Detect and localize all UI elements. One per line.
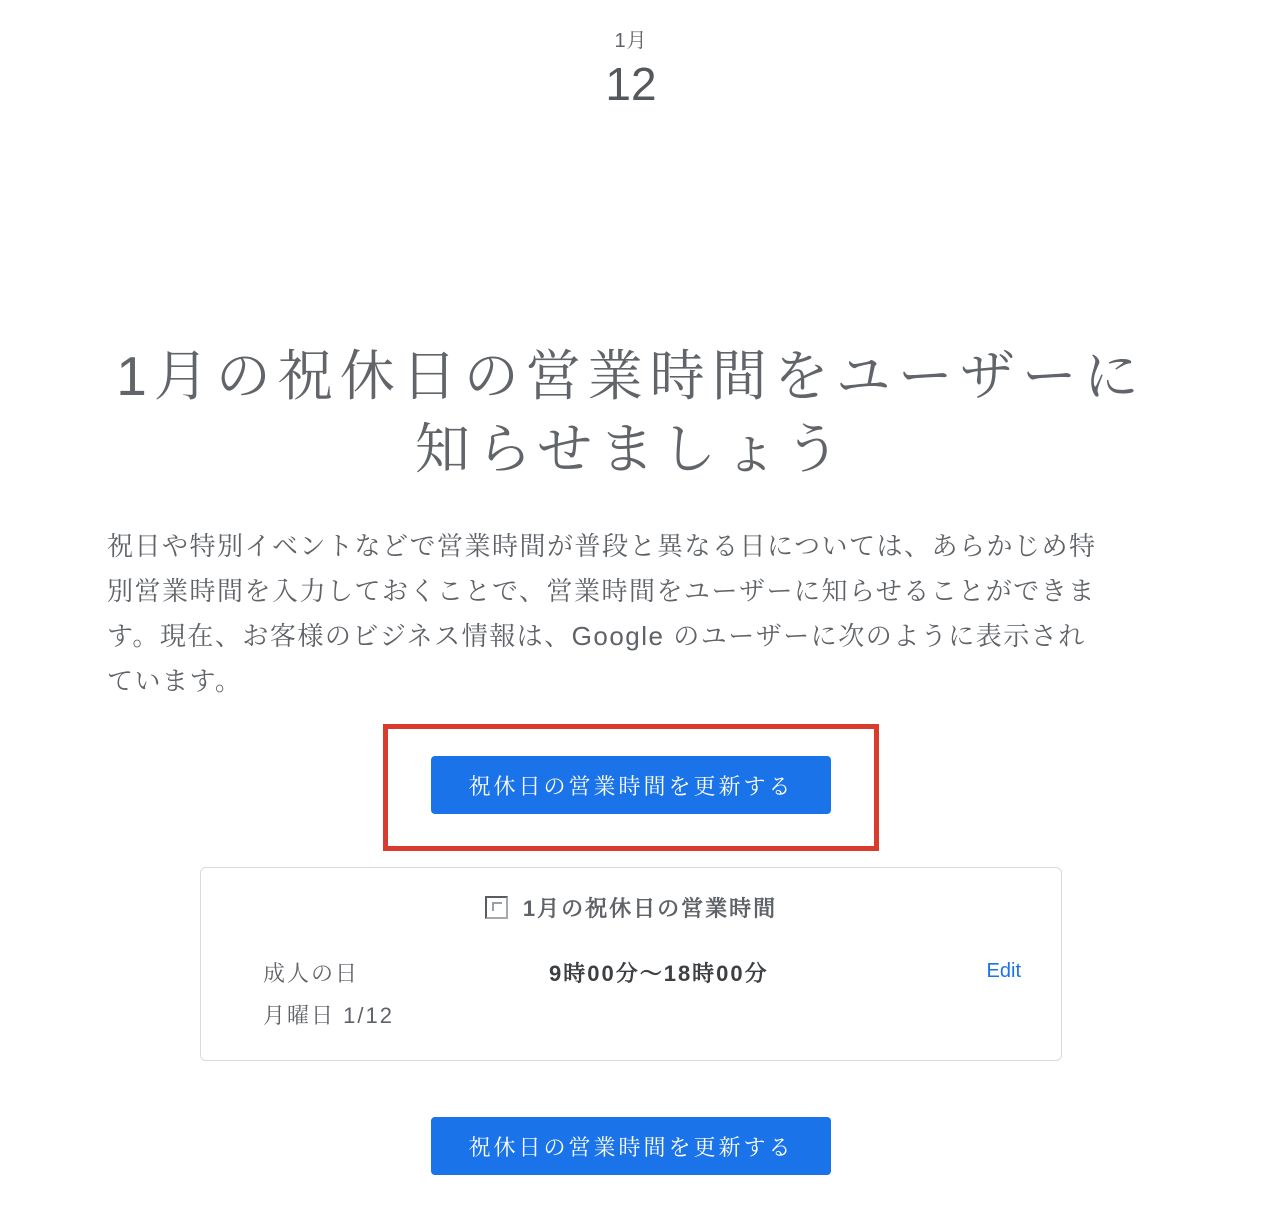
- holiday-hours-card: [200, 867, 1062, 1061]
- date-month: 1月: [614, 30, 648, 52]
- update-holiday-hours-button-bottom[interactable]: 祝休日の営業時間を更新する: [431, 1117, 831, 1175]
- date-day: 12: [605, 58, 657, 110]
- intro-line: ています。: [107, 666, 243, 696]
- page-title-line2: 知らせましょう: [414, 418, 848, 480]
- broken-image-icon: [485, 896, 508, 919]
- card-header: [201, 892, 1061, 923]
- update-holiday-hours-button-top[interactable]: 祝休日の営業時間を更新する: [431, 756, 831, 814]
- holiday-hours: 9時00分～18時00分: [549, 961, 769, 986]
- intro-line: す。現在、お客様のビジネス情報は、Google のユーザーに次のように表示され: [107, 621, 1086, 651]
- date-badge: [0, 0, 1262, 110]
- intro-line: 祝日や特別イベントなどで営業時間が普段と異なる日については、あらかじめ特: [107, 531, 1097, 561]
- annotation-highlight-box: [383, 724, 879, 851]
- edit-link[interactable]: Edit: [986, 960, 1021, 982]
- page-title: [0, 340, 1262, 486]
- holiday-name: 成人の日: [263, 961, 360, 986]
- intro-paragraph: [107, 524, 1127, 704]
- intro-line: 別営業時間を入力しておくことで、営業時間をユーザーに知らせることができま: [107, 576, 1096, 606]
- holiday-date: 月曜日 1/12: [263, 1003, 394, 1028]
- card-title: 1月の祝休日の営業時間: [522, 896, 778, 921]
- holiday-row: [201, 953, 1061, 1037]
- page-title-line1: 1月の祝休日の営業時間をユーザーに: [116, 345, 1146, 407]
- holiday-info: [263, 953, 549, 1037]
